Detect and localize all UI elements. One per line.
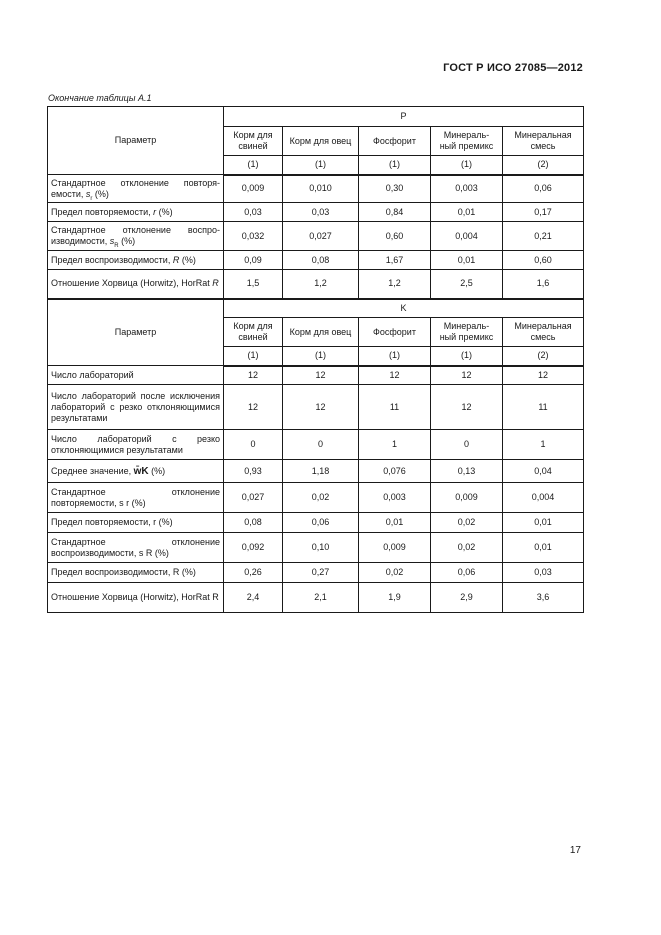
value-cell: 0,06 xyxy=(431,563,503,583)
value-cell: 0,17 xyxy=(503,203,584,222)
value-cell: 0,009 xyxy=(224,175,283,203)
value-cell: 1,5 xyxy=(224,270,283,299)
col-header-mineral-premix: Минераль- ный премикс xyxy=(431,318,503,347)
code-cell: (1) xyxy=(359,156,431,175)
row-label: Стандартное отклонение повторяемости, s r (%) xyxy=(48,483,224,513)
col-header-sheep-feed: Корм для овец xyxy=(283,127,359,156)
value-cell: 0,08 xyxy=(283,251,359,270)
table-row xyxy=(48,251,584,270)
table-row xyxy=(48,203,584,222)
group-header-p: P xyxy=(224,107,584,127)
value-cell: 0,02 xyxy=(431,513,503,533)
table-row xyxy=(48,270,584,299)
results-table xyxy=(47,106,584,613)
value-cell: 1,6 xyxy=(503,270,584,299)
table-row xyxy=(48,483,584,513)
row-label: Отношение Хорвица (Horwitz), HorRat R xyxy=(48,583,224,613)
value-cell: 12 xyxy=(283,385,359,430)
value-cell: 0,010 xyxy=(283,175,359,203)
param-header-k: Параметр xyxy=(48,299,224,366)
value-cell: 0,03 xyxy=(224,203,283,222)
value-cell: 0,01 xyxy=(359,513,431,533)
value-cell: 0,06 xyxy=(283,513,359,533)
value-cell: 0,03 xyxy=(283,203,359,222)
row-label: Предел повторяемости, r (%) xyxy=(48,513,224,533)
value-cell: 0,01 xyxy=(431,203,503,222)
value-cell: 0,02 xyxy=(283,483,359,513)
row-label: Среднее значение, w̄K (%) xyxy=(48,460,224,483)
table-row xyxy=(48,430,584,460)
value-cell: 0,032 xyxy=(224,222,283,251)
code-cell: (1) xyxy=(224,156,283,175)
value-cell: 1 xyxy=(503,430,584,460)
col-header-mineral-mix: Минеральная смесь xyxy=(503,318,584,347)
value-cell: 2,1 xyxy=(283,583,359,613)
value-cell: 0 xyxy=(431,430,503,460)
value-cell: 0,60 xyxy=(503,251,584,270)
value-cell: 0,60 xyxy=(359,222,431,251)
value-cell: 1 xyxy=(359,430,431,460)
table-row xyxy=(48,385,584,430)
value-cell: 0,076 xyxy=(359,460,431,483)
row-label: Стандартное отклонение воспро- изводимости, $s_R$ (%) xyxy=(48,222,224,251)
value-cell: 0 xyxy=(224,430,283,460)
mean-symbol: w̄K xyxy=(133,465,149,477)
value-cell: 0,03 xyxy=(503,563,584,583)
value-cell: 1,2 xyxy=(283,270,359,299)
value-cell: 0,09 xyxy=(224,251,283,270)
table-row xyxy=(48,175,584,203)
value-cell: 12 xyxy=(431,385,503,430)
value-cell: 0,003 xyxy=(359,483,431,513)
code-cell: (2) xyxy=(503,156,584,175)
table-row xyxy=(48,222,584,251)
value-cell: 3,6 xyxy=(503,583,584,613)
value-cell: 0,01 xyxy=(503,533,584,563)
document-code: ГОСТ Р ИСО 27085—2012 xyxy=(443,62,583,74)
value-cell: 11 xyxy=(503,385,584,430)
header-row-k xyxy=(48,299,584,318)
value-cell: 0,02 xyxy=(431,533,503,563)
value-cell: 0,027 xyxy=(283,222,359,251)
code-cell: (1) xyxy=(431,156,503,175)
row-label: Отношение Хорвица (Horwitz), HorRat R xyxy=(48,270,224,299)
value-cell: 0,009 xyxy=(359,533,431,563)
value-cell: 0,003 xyxy=(431,175,503,203)
code-cell: (1) xyxy=(283,156,359,175)
row-label: Предел воспроизводимости, R (%) xyxy=(48,563,224,583)
value-cell: 0,04 xyxy=(503,460,584,483)
col-header-mineral-premix: Минераль- ный премикс xyxy=(431,127,503,156)
value-cell: 11 xyxy=(359,385,431,430)
col-header-sheep-feed: Корм для овец xyxy=(283,318,359,347)
code-cell: (1) xyxy=(283,347,359,366)
value-cell: 12 xyxy=(359,366,431,385)
value-cell: 0,21 xyxy=(503,222,584,251)
value-cell: 1,18 xyxy=(283,460,359,483)
table-caption: Окончание таблицы А.1 xyxy=(48,93,152,103)
value-cell: 0,08 xyxy=(224,513,283,533)
code-cell: (2) xyxy=(503,347,584,366)
value-cell: 0,13 xyxy=(431,460,503,483)
row-label: Число лабораторий с резко отклоняющимися результатами xyxy=(48,430,224,460)
value-cell: 0,01 xyxy=(431,251,503,270)
value-cell: 12 xyxy=(283,366,359,385)
col-header-pig-feed: Корм для свиней xyxy=(224,318,283,347)
col-header-mineral-mix: Минеральная смесь xyxy=(503,127,584,156)
header-row-p xyxy=(48,107,584,127)
col-header-pig-feed: Корм для свиней xyxy=(224,127,283,156)
table-row xyxy=(48,563,584,583)
value-cell: 0 xyxy=(283,430,359,460)
value-cell: 0,004 xyxy=(431,222,503,251)
col-header-phosphorite: Фосфорит xyxy=(359,127,431,156)
value-cell: 12 xyxy=(431,366,503,385)
code-cell: (1) xyxy=(431,347,503,366)
table-row xyxy=(48,583,584,613)
row-label: Предел повторяемости, r (%) xyxy=(48,203,224,222)
row-label: Число лабораторий после исключения лабораторий с резко отклоняющимися результатами xyxy=(48,385,224,430)
value-cell: 12 xyxy=(224,366,283,385)
value-cell: 2,9 xyxy=(431,583,503,613)
value-cell: 12 xyxy=(503,366,584,385)
param-header-p: Параметр xyxy=(48,107,224,175)
value-cell: 0,27 xyxy=(283,563,359,583)
value-cell: 0,84 xyxy=(359,203,431,222)
row-label: Стандартное отклонение повторя- емости, $s_r$ (%) xyxy=(48,175,224,203)
table-row xyxy=(48,460,584,483)
value-cell: 12 xyxy=(224,385,283,430)
table-row xyxy=(48,366,584,385)
value-cell: 0,30 xyxy=(359,175,431,203)
page-number: 17 xyxy=(569,845,581,856)
value-cell: 2,5 xyxy=(431,270,503,299)
value-cell: 0,092 xyxy=(224,533,283,563)
value-cell: 1,67 xyxy=(359,251,431,270)
value-cell: 0,06 xyxy=(503,175,584,203)
row-label: Стандартное отклонение воспроизводимости, s R (%) xyxy=(48,533,224,563)
code-cell: (1) xyxy=(224,347,283,366)
value-cell: 1,9 xyxy=(359,583,431,613)
group-header-k: K xyxy=(224,299,584,318)
col-header-phosphorite: Фосфорит xyxy=(359,318,431,347)
code-cell: (1) xyxy=(359,347,431,366)
row-label: Предел воспроизводимости, R (%) xyxy=(48,251,224,270)
value-cell: 0,027 xyxy=(224,483,283,513)
table-row xyxy=(48,513,584,533)
value-cell: 2,4 xyxy=(224,583,283,613)
value-cell: 0,009 xyxy=(431,483,503,513)
value-cell: 0,26 xyxy=(224,563,283,583)
row-label: Число лабораторий xyxy=(48,366,224,385)
value-cell: 0,10 xyxy=(283,533,359,563)
table-row xyxy=(48,533,584,563)
value-cell: 0,01 xyxy=(503,513,584,533)
value-cell: 1,2 xyxy=(359,270,431,299)
value-cell: 0,004 xyxy=(503,483,584,513)
value-cell: 0,93 xyxy=(224,460,283,483)
value-cell: 0,02 xyxy=(359,563,431,583)
